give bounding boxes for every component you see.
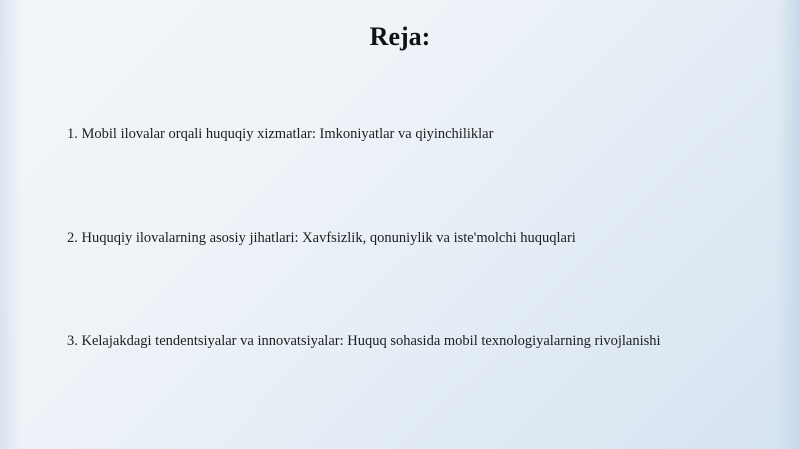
plan-item-3: 3. Kelajakdagi tendentsiyalar va innovatsiyalar: Huquq sohasida mobil texnologiyalarning rivojlanishi — [67, 333, 661, 349]
slide-right-edge — [776, 0, 800, 449]
plan-item-2: 2. Huquqiy ilovalarning asosiy jihatlari: Xavfsizlik, qonuniylik va iste'molchi huquqlari — [67, 230, 576, 246]
plan-item-1: 1. Mobil ilovalar orqali huquqiy xizmatlar: Imkoniyatlar va qiyinchiliklar — [67, 126, 494, 142]
slide-left-edge — [0, 0, 22, 449]
slide-title: Reja: — [369, 22, 431, 51]
